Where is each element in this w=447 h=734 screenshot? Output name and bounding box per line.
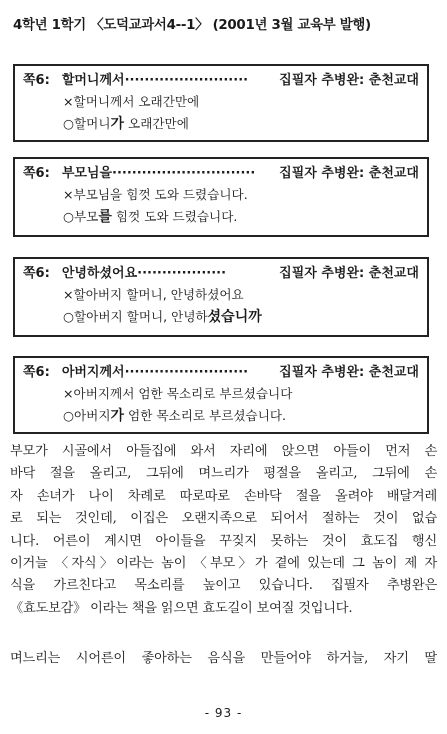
author-ref: 집필자 추병완: 춘천교대 bbox=[279, 166, 419, 181]
correct-text: ○아버지 bbox=[63, 408, 111, 423]
correct-emphasis: 를 bbox=[98, 209, 112, 225]
text-line: 《효도보감》 이라는 책을 읽으면 효도길이 보여질 것입니다. bbox=[10, 600, 353, 616]
entry-word: 안녕하셨어요·················· bbox=[61, 266, 227, 281]
text-line: 식을 가르친다고 목소리를 높이고 있습니다. 집필자 추병완은 bbox=[10, 578, 437, 594]
correct-text: ○부모 bbox=[63, 209, 99, 224]
text-line: 부모가 시골에서 아들집에 와서 자리에 앉으면 아들이 먼저 손 bbox=[10, 444, 437, 459]
wrong-example: ×부모님을 힘껏 도와 드렸습니다. bbox=[63, 187, 248, 202]
correct-emphasis: 셨습니까 bbox=[207, 309, 262, 325]
box-title bbox=[23, 71, 419, 91]
page-ref: 쪽6: bbox=[23, 266, 50, 281]
correct-example bbox=[23, 306, 419, 328]
page-ref: 쪽6: bbox=[23, 365, 50, 380]
box-title bbox=[23, 363, 419, 383]
text-line: 바닥 절을 올리고, 그뒤에 며느리가 평절을 올리고, 그뒤에 손 bbox=[10, 466, 437, 482]
text-line: 로 되는 것인데, 이집은 오랜지족으로 되어서 절하는 것이 없습 bbox=[10, 511, 437, 527]
wrong-example: ×할머니께서 오래간만에 bbox=[63, 94, 200, 109]
correct-example bbox=[23, 113, 419, 135]
correct-emphasis: 가 bbox=[110, 408, 125, 424]
correction-box-2 bbox=[13, 157, 429, 237]
correct-example bbox=[23, 405, 419, 427]
text-line: 니다. 어른이 계시면 아이들을 꾸짖지 못하는 것이 효도집 행신 bbox=[10, 533, 437, 549]
correct-text-tail: 힘껏 도와 드렸습니다. bbox=[111, 209, 238, 224]
text-line: 며느리는 시어른이 좋아하는 음식을 만들어야 하거늘, 자기 딸 bbox=[10, 651, 437, 666]
correct-emphasis: 가 bbox=[110, 116, 125, 132]
author-ref: 집필자 추병완: 춘천교대 bbox=[279, 266, 419, 281]
text-line: 자 손녀가 나이 차례로 따로따로 손바닥 절을 올려야 배달겨레 bbox=[10, 488, 437, 504]
correct-text-tail: 엄한 목소리로 부르셨습니다. bbox=[124, 408, 287, 423]
box-title bbox=[23, 164, 419, 184]
correction-box-3 bbox=[13, 257, 429, 337]
page-number: - 93 - bbox=[204, 706, 243, 720]
correct-example bbox=[23, 206, 419, 228]
correction-box-4 bbox=[13, 356, 429, 434]
wrong-example: ×할아버지 할머니, 안녕하셨어요 bbox=[63, 287, 244, 302]
correct-text: ○할머니 bbox=[63, 116, 111, 131]
correct-text: ○할아버지 할머니, 안녕하 bbox=[63, 309, 208, 324]
body-paragraph-1 bbox=[10, 441, 437, 620]
page-ref: 쪽6: bbox=[23, 166, 50, 181]
body-paragraph-2 bbox=[10, 648, 437, 670]
text-line: 이거늘 〈자식〉이라는 놈이 〈부모〉가 곁에 있는데 그 놈이 제 자 bbox=[10, 556, 437, 572]
entry-word: 아버지께서························· bbox=[61, 365, 249, 380]
page-ref: 쪽6: bbox=[23, 73, 50, 88]
page-header: 4학년 1학기 〈도덕교과서4--1〉 (2001년 3월 교육부 발행) bbox=[13, 18, 371, 33]
entry-word: 부모님을····························· bbox=[61, 166, 256, 181]
correction-box-1 bbox=[13, 64, 429, 142]
box-title bbox=[23, 264, 419, 284]
wrong-example: ×아버지께서 엄한 목소리로 부르셨습니다 bbox=[63, 386, 293, 401]
entry-word: 할머니께서························· bbox=[61, 73, 249, 88]
author-ref: 집필자 추병완: 춘천교대 bbox=[279, 73, 419, 88]
author-ref: 집필자 추병완: 춘천교대 bbox=[279, 365, 419, 380]
correct-text-tail: 오래간만에 bbox=[124, 116, 189, 131]
